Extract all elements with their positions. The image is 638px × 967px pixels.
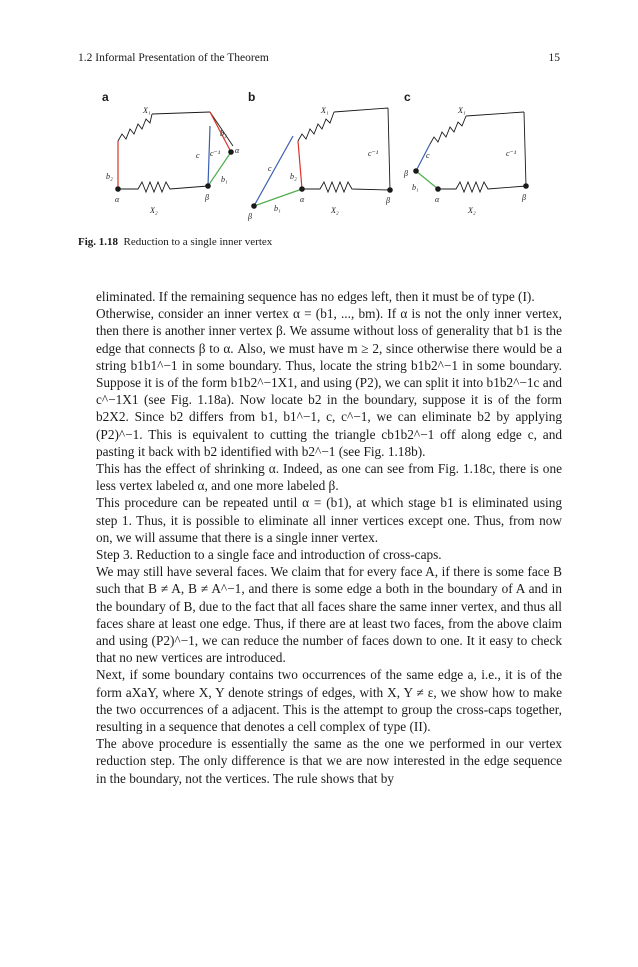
paragraph: Step 3. Reduction to a single face and introduction of cross-caps. [96, 547, 442, 563]
svg-text:c⁻¹: c⁻¹ [210, 149, 221, 158]
panel-b [247, 90, 393, 221]
panel-label-a: a [102, 90, 109, 104]
svg-text:α: α [235, 146, 240, 155]
svg-text:β: β [522, 193, 526, 202]
svg-text:X₁: X₁ [143, 106, 151, 115]
svg-text:X₂: X₂ [150, 206, 158, 215]
svg-text:c: c [268, 164, 272, 173]
section-title: 1.2 Informal Presentation of the Theorem [78, 52, 269, 64]
svg-text:c: c [426, 151, 430, 160]
svg-text:c⁻¹: c⁻¹ [506, 149, 517, 158]
svg-text:α: α [115, 195, 120, 204]
panel-a [102, 90, 240, 215]
svg-text:X₁: X₁ [458, 106, 466, 115]
zigzag-x1 [118, 114, 152, 141]
figure-caption [78, 236, 272, 248]
svg-text:α: α [435, 195, 440, 204]
panel-label-b: b [248, 90, 256, 104]
caption-label: Fig. 1.18 [78, 236, 119, 248]
svg-text:b₁: b₁ [274, 204, 281, 213]
svg-text:c: c [196, 151, 200, 160]
svg-text:c⁻¹: c⁻¹ [368, 149, 379, 158]
paragraph: We may still have several faces. We claim that for every face A, if there is some face B such that B ≠ A, B ≠ A^−1, and there is some edge a both in the boundary of A and in the boundary of B, due to the fact that all faces share the same inner vertex, and thus all faces share at least one edge. Thus, if there are at least two faces, from the above claim and using (P2)^−1, we can reduce the number of faces down to one. It it easy to check that no new vertices are introduced. [96, 564, 562, 666]
paragraph: This procedure can be repeated until α = (b1), at which stage b1 is eliminated using step 1. Thus, it is possible to eliminate all inner vertices except one. Thus, from now on, we will assume that there is a single inner vertex. [96, 495, 562, 545]
svg-text:X₂: X₂ [331, 206, 339, 215]
panel-c [403, 90, 529, 215]
zigzag-x2 [118, 182, 208, 192]
svg-text:α: α [300, 195, 305, 204]
svg-text:β: β [248, 212, 252, 221]
page-number: 15 [548, 52, 560, 64]
svg-text:b₁: b₁ [412, 183, 419, 192]
running-header [78, 52, 560, 68]
paragraph: eliminated. If the remaining sequence has no edges left, then it must be of type (I). [96, 289, 535, 304]
svg-text:b₂: b₂ [220, 129, 227, 138]
panel-label-c: c [404, 90, 411, 104]
svg-text:b₂: b₂ [106, 172, 113, 181]
paragraph: This has the effect of shrinking α. Indeed, as one can see from Fig. 1.18c, there is one less vertex labeled α, and one more labeled β. [96, 461, 562, 494]
svg-text:b₁: b₁ [221, 175, 228, 184]
svg-text:X₂: X₂ [468, 206, 476, 215]
paragraph: Next, if some boundary contains two occurrences of the same edge a, i.e., it is of the form aXaY, where X, Y denote strings of edges, with X, Y ≠ ε, we show how to make the two occurrences of a adjacent. This is the attempt to group the cross-caps together, resulting in a sequence that denotes a cell complex of type (II). [96, 667, 562, 735]
svg-text:β: β [386, 196, 390, 205]
svg-text:X₁: X₁ [321, 106, 329, 115]
svg-text:β: β [205, 193, 209, 202]
figure-1-18 [88, 86, 558, 231]
edge-c-blue-b [254, 136, 293, 206]
caption-text: Reduction to a single inner vertex [123, 236, 273, 248]
edge-b2-red-b [298, 141, 302, 189]
svg-text:b₂: b₂ [290, 172, 297, 181]
paragraph: Otherwise, consider an inner vertex α = (b1, ..., bm). If α is not the only inner vertex, then there is another inner vertex β. We assume without loss of generality that b1 is the edge that connects β to α. Also, we must have m ≥ 2, since otherwise there would be a string b1b1^−1 in some boundary. Thus, locate the string b1b2^−1 in some boundary. Suppose it is of the form b1b2^−1X1, and using (P2), we can split it into b1b2^−1c and c^−1X1 (see Fig. 1.18a). Now locate b2 in the boundary, suppose it is of the form b2X2. Since b2 differs from b1, b1^−1, c, c^−1, we can eliminate b2 by applying (P2)^−1. This is equivalent to cutting the triangle cb1b2^−1 off along edge c, and pasting it back with b2 identified with b2^−1 (see Fig. 1.18b). [96, 306, 562, 459]
edge-b1-green-c [416, 171, 438, 189]
svg-text:β: β [404, 169, 408, 178]
body-text [96, 288, 562, 787]
paragraph: The above procedure is essentially the same as the one we performed in our vertex reduction step. The only difference is that we are now interested in the edge sequence in the boundary, not the vertices. The rule shows that by [96, 736, 562, 786]
